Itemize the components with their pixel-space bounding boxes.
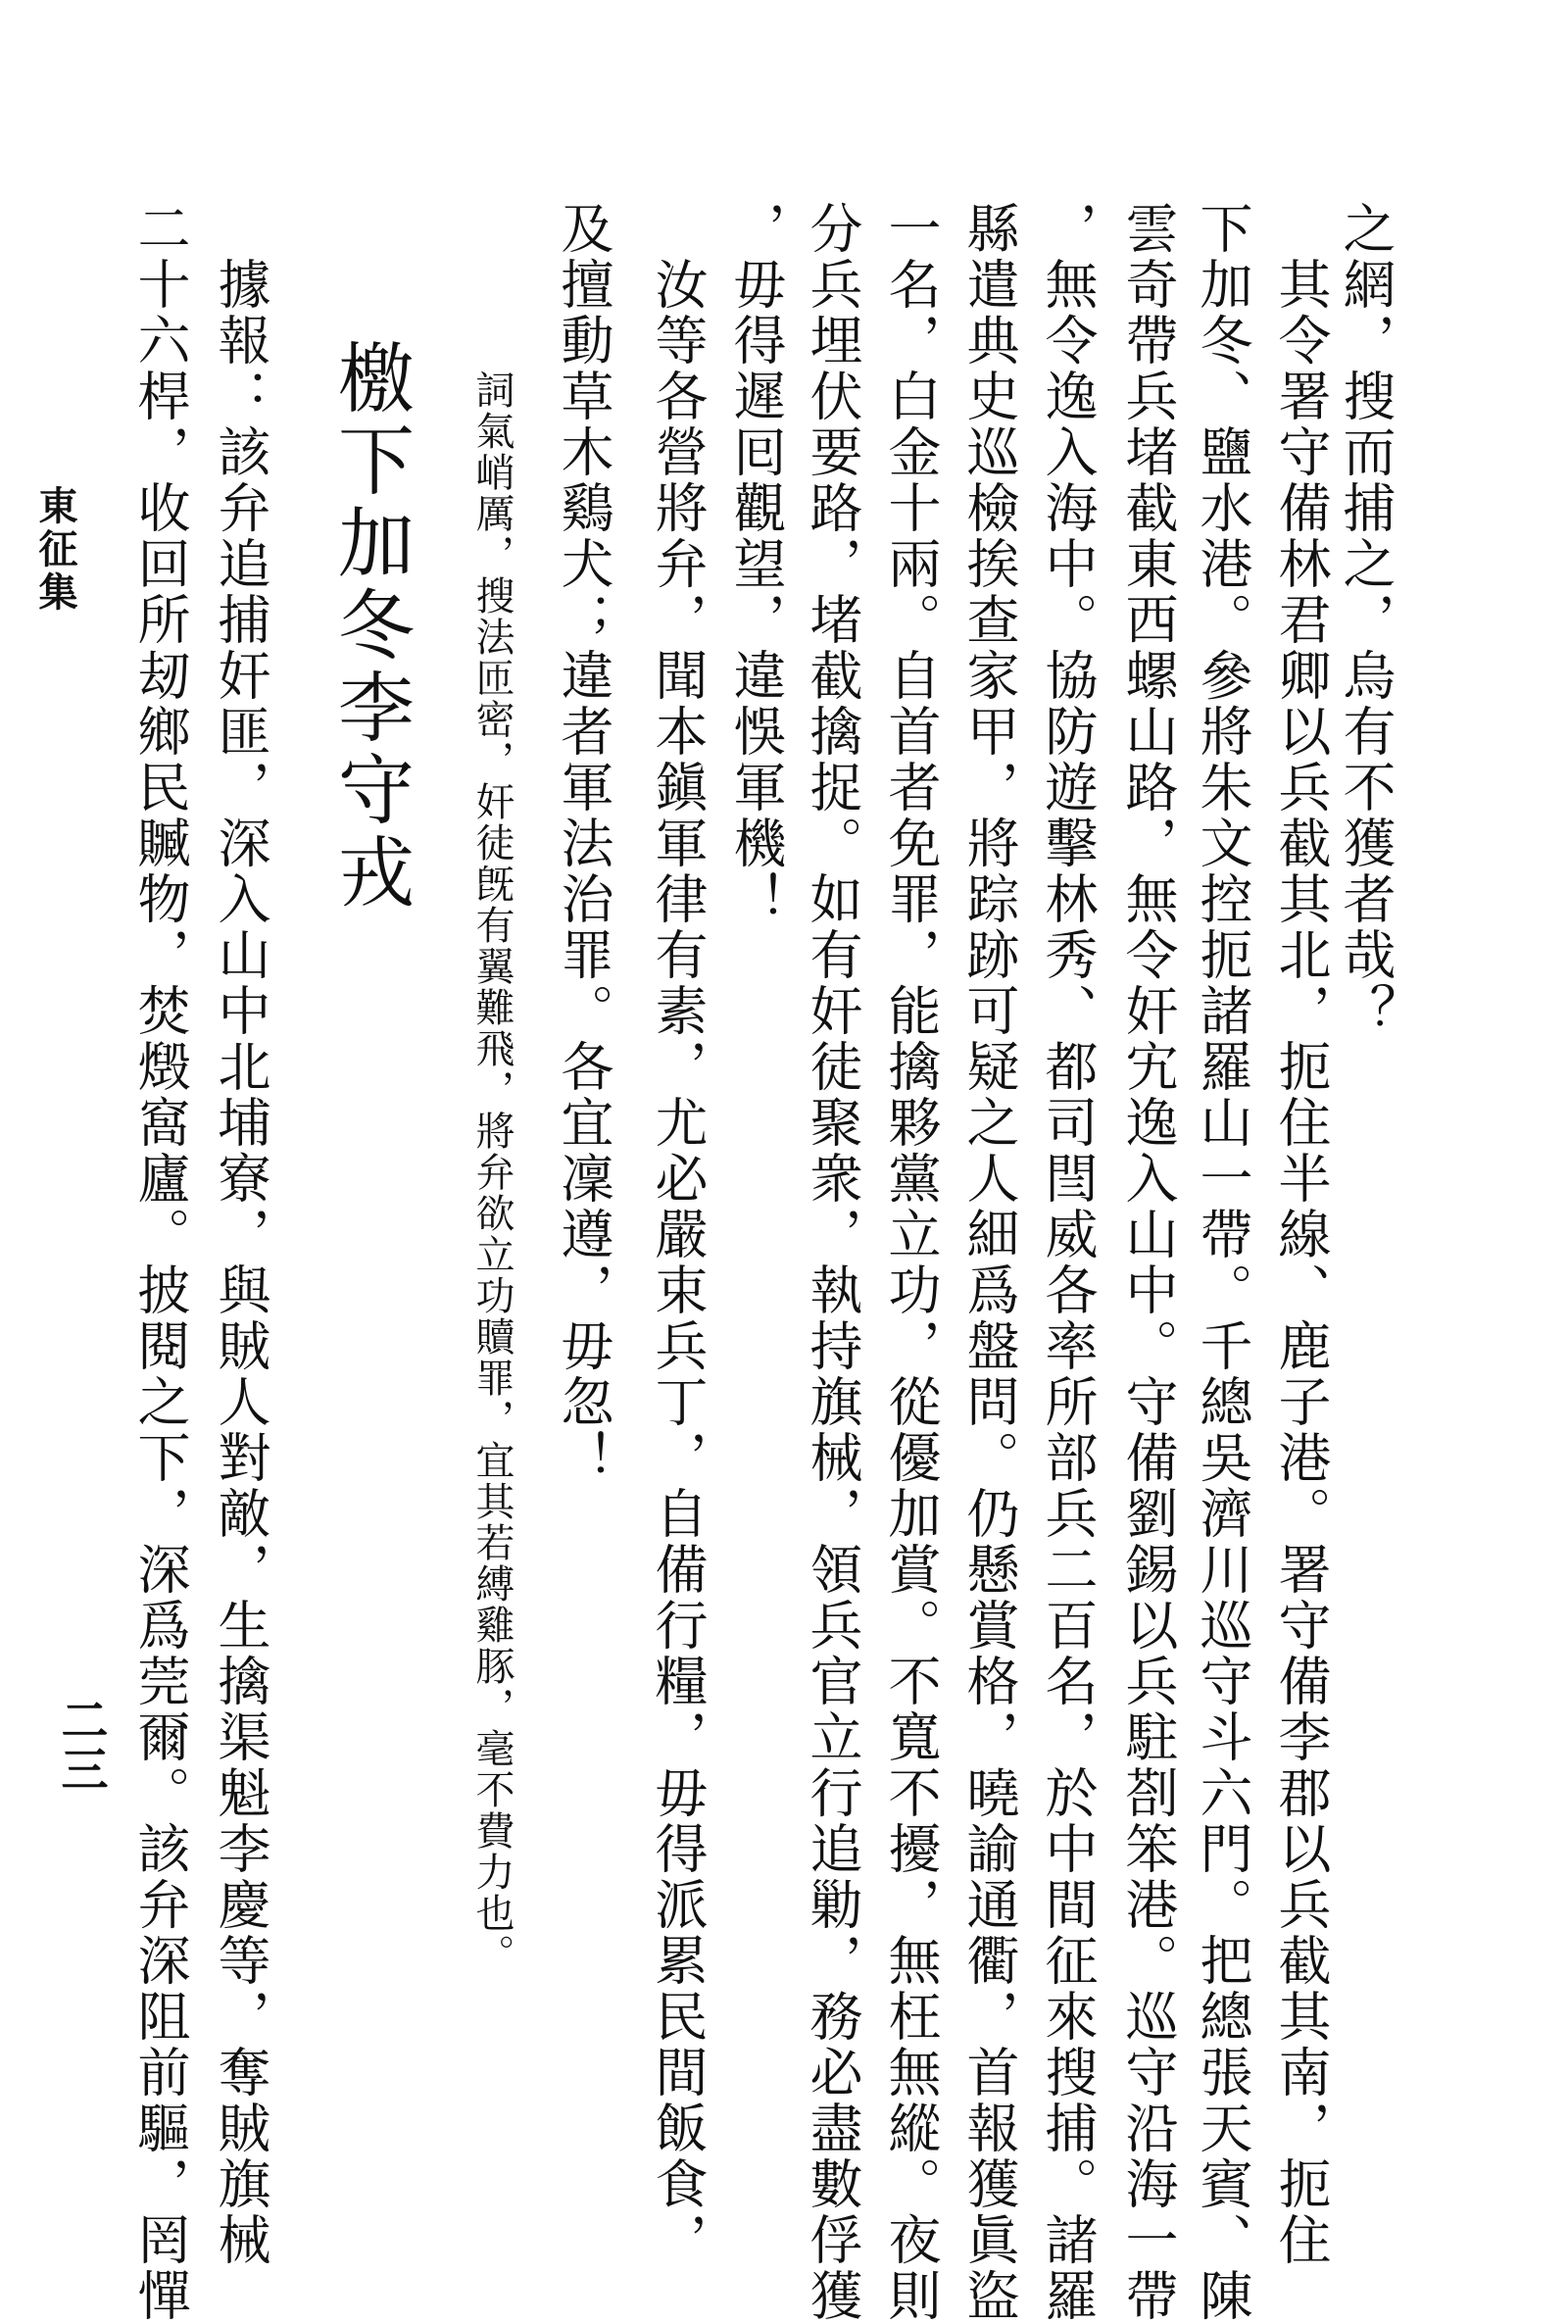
text-column-8: 分兵埋伏要路，堵截擒捉。如有奸徒聚衆，執持旗械，領兵官立行追勦，務必盡數俘獲	[802, 201, 863, 2324]
text-column-4: 雲奇帶兵堵截東西螺山路，無令奸宄逸入山中。守備劉錫以兵駐剳笨港。巡守沿海一帶	[1117, 201, 1179, 2324]
text-column-1: 之網，搜而捕之，烏有不獲者哉？	[1335, 201, 1396, 1039]
text-column-11: 及擅動草木鷄犬；違者軍法治罪。各宜凜遵，毋忽！	[553, 201, 614, 1486]
text-column-2: 其令署守備林君卿以兵截其北，扼住半線、鹿子港。署守備李郡以兵截其南，扼住	[1270, 201, 1332, 2268]
text-column-9: ，毋得遲囘觀望，違悞軍機！	[725, 201, 787, 927]
text-column-10: 汝等各營將弁，聞本鎭軍律有素，尤必嚴束兵丁，自備行糧，毋得派累民間飯食，	[647, 201, 709, 2268]
commentary-column: 詞氣峭厲，搜法匝密，奸徒旣有翼難飛，將弁欲立功贖罪，宜其若縛雞豚，毫不費力也。	[469, 328, 514, 1975]
page-number: 二三	[53, 1696, 108, 1794]
text-column-12: 據報：該弁追捕奸匪，深入山中北埔寮，與賊人對敵，生擒渠魁李慶等，奪賊旗械	[210, 201, 271, 2268]
text-column-6: 縣遣典史巡檢挨查家甲，將踪跡可疑之人細爲盤問。仍懸賞格，曉諭通衢，首報獲眞盜	[958, 201, 1020, 2324]
text-column-5: ，無令逸入海中。協防遊擊林秀、都司閆威各率所部兵二百名，於中間征來搜捕。諸羅	[1037, 201, 1099, 2324]
text-column-13: 二十六桿，收回所刼鄉民贓物，焚燬窩廬。披閱之下，深爲莞爾。該弁深阻前驅，罔憚	[129, 201, 191, 2324]
text-column-7: 一名，白金十兩。自首者免罪，能擒夥黨立功，從優加賞。不寬不擾，無枉無縱。夜則	[880, 201, 942, 2324]
section-title: 檄下加冬李守戎	[325, 338, 414, 915]
text-column-3: 下加冬、鹽水港。參將朱文控扼諸羅山一帶。千總吳濟川巡守斗六門。把總張天賓、陳	[1192, 201, 1253, 2324]
running-head: 東征集	[32, 485, 78, 615]
